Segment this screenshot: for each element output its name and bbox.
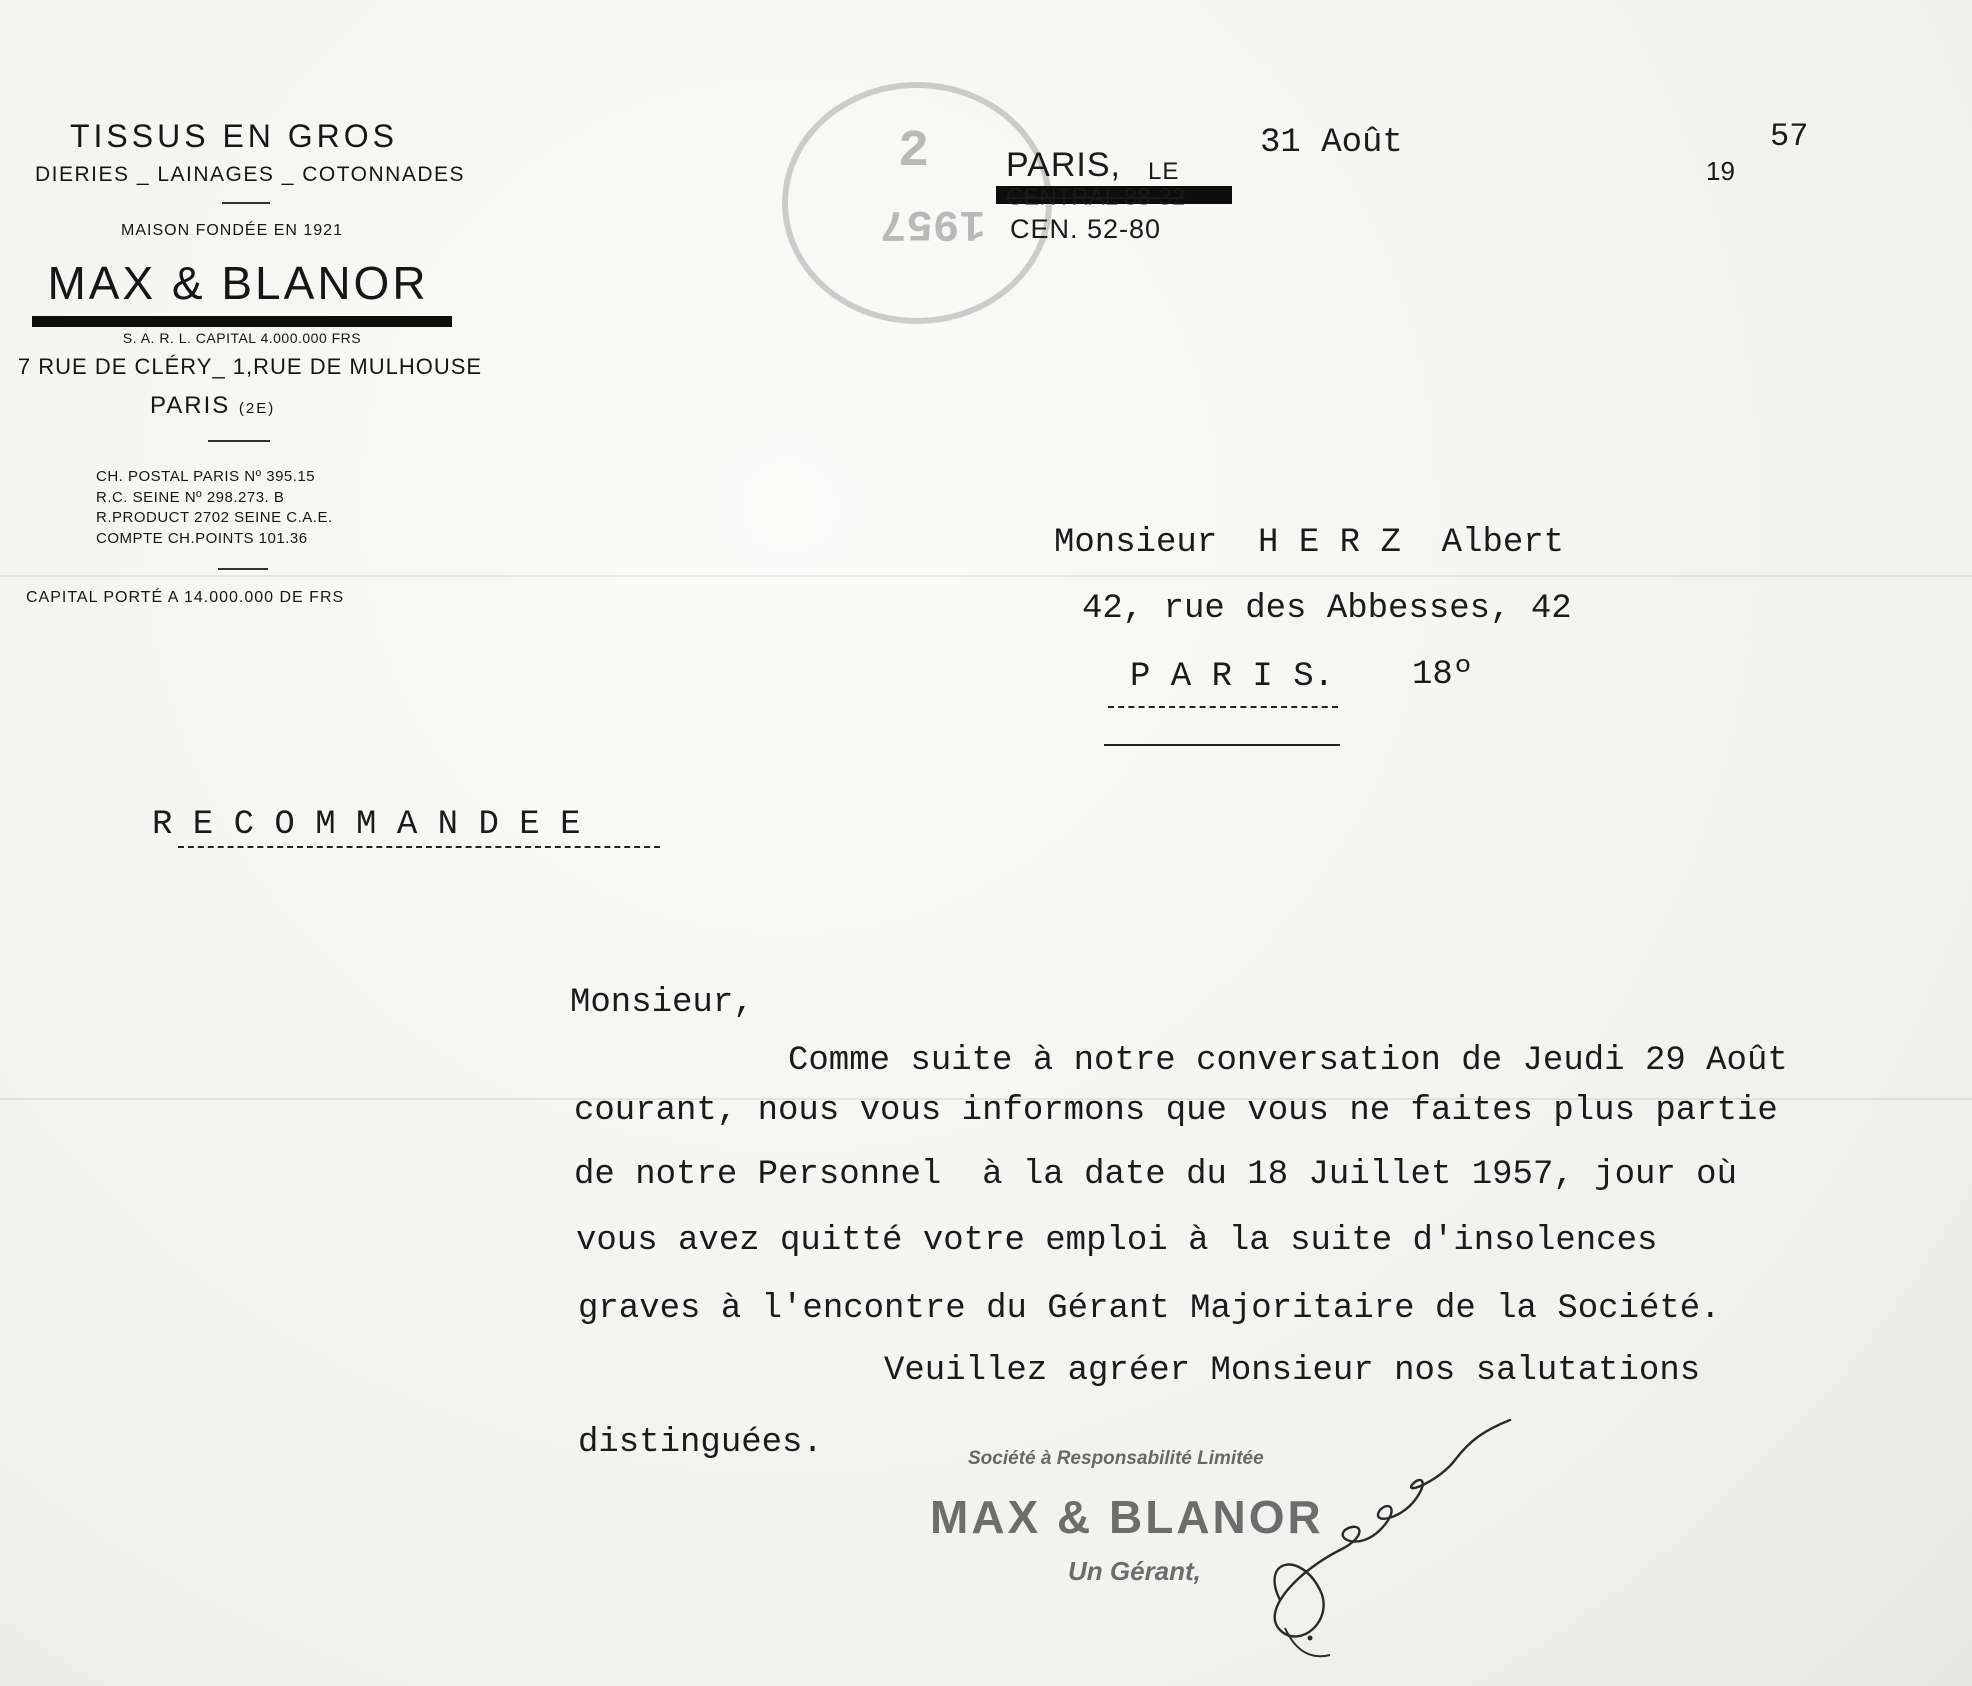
recipient-district: 18º — [1412, 656, 1474, 694]
letterhead-tissus: TISSUS EN GROS — [69, 118, 399, 154]
letterhead-arrondissement: (2E) — [238, 400, 276, 417]
postmark-year: 1957 — [880, 198, 986, 248]
handwritten-signature — [1240, 1400, 1540, 1680]
body-line: Comme suite à notre conversation de Jeudi 29 Août — [788, 1042, 1788, 1080]
city-underline — [1108, 706, 1338, 708]
letterhead-products: DIERIES _ LAINAGES _ COTONNADES — [34, 163, 466, 186]
body-line: de notre Personnel à la date du 18 Juillet 1957, jour où — [574, 1156, 1737, 1194]
address-rule — [1104, 744, 1340, 746]
letterhead-sarl: S. A. R. L. CAPITAL 4.000.000 FRS — [122, 330, 362, 346]
dateline-date: 31 Août — [1260, 124, 1403, 162]
salutation: Monsieur, — [570, 984, 754, 1022]
divider — [218, 568, 268, 570]
letterhead-capital: CAPITAL PORTÉ A 14.000.000 DE FRS — [26, 589, 345, 606]
letterhead-city-name: PARIS — [150, 392, 231, 419]
recipient-street: 42, rue des Abbesses, 42 — [1082, 590, 1572, 628]
letterhead-compte: COMPTE CH.POINTS 101.36 — [96, 529, 308, 547]
letterhead-rproduct: R.PRODUCT 2702 SEINE C.A.E. — [96, 509, 333, 526]
recipient-name: Monsieur H E R Z Albert — [1054, 524, 1565, 562]
closing: distinguées. — [578, 1424, 823, 1462]
letterhead-rc: R.C. SEINE Nº 298.273. B — [96, 488, 285, 506]
stamp-manager: Un Gérant, — [1068, 1556, 1201, 1586]
dateline-city: PARIS, — [1006, 146, 1121, 184]
redaction-bar — [32, 316, 452, 327]
stamp-legal-form: Société à Responsabilité Limitée — [968, 1448, 1264, 1469]
body-line: Veuillez agréer Monsieur nos salutations — [884, 1352, 1701, 1390]
letterhead-founded: MAISON FONDÉE EN 1921 — [121, 222, 343, 239]
letterhead-address: 7 RUE DE CLÉRY_ 1,RUE DE MULHOUSE — [17, 354, 483, 379]
paper-fold — [0, 575, 1972, 577]
dateline-year-prefix: 19 — [1706, 156, 1735, 186]
letterhead-company-name: MAX & BLANOR — [47, 257, 429, 309]
recipient-city: P A R I S. — [1130, 658, 1335, 696]
divider — [222, 202, 270, 204]
body-line: vous avez quitté votre emploi à la suite d'insolences — [576, 1222, 1658, 1260]
letterhead-city — [150, 392, 275, 420]
mention-underline — [178, 846, 660, 848]
dateline-phone-old: CENTRAL 88-32 — [1006, 184, 1186, 211]
postmark-day: 2 — [898, 122, 930, 181]
letterhead-registrations — [96, 467, 333, 549]
divider — [208, 440, 270, 442]
dateline-le: LE — [1148, 158, 1180, 185]
dateline-year-suffix: 57 — [1770, 118, 1809, 155]
registered-mail-mention: R E C O M M A N D E E — [152, 806, 581, 844]
letterhead-postal: CH. POSTAL PARIS Nº 395.15 — [96, 468, 316, 485]
stamp-company-name: MAX & BLANOR — [930, 1491, 1324, 1543]
body-line: graves à l'encontre du Gérant Majoritaire de la Société. — [578, 1290, 1721, 1328]
dateline-phone-new: CEN. 52-80 — [1010, 214, 1162, 244]
body-line: courant, nous vous informons que vous ne faites plus partie — [574, 1092, 1778, 1130]
